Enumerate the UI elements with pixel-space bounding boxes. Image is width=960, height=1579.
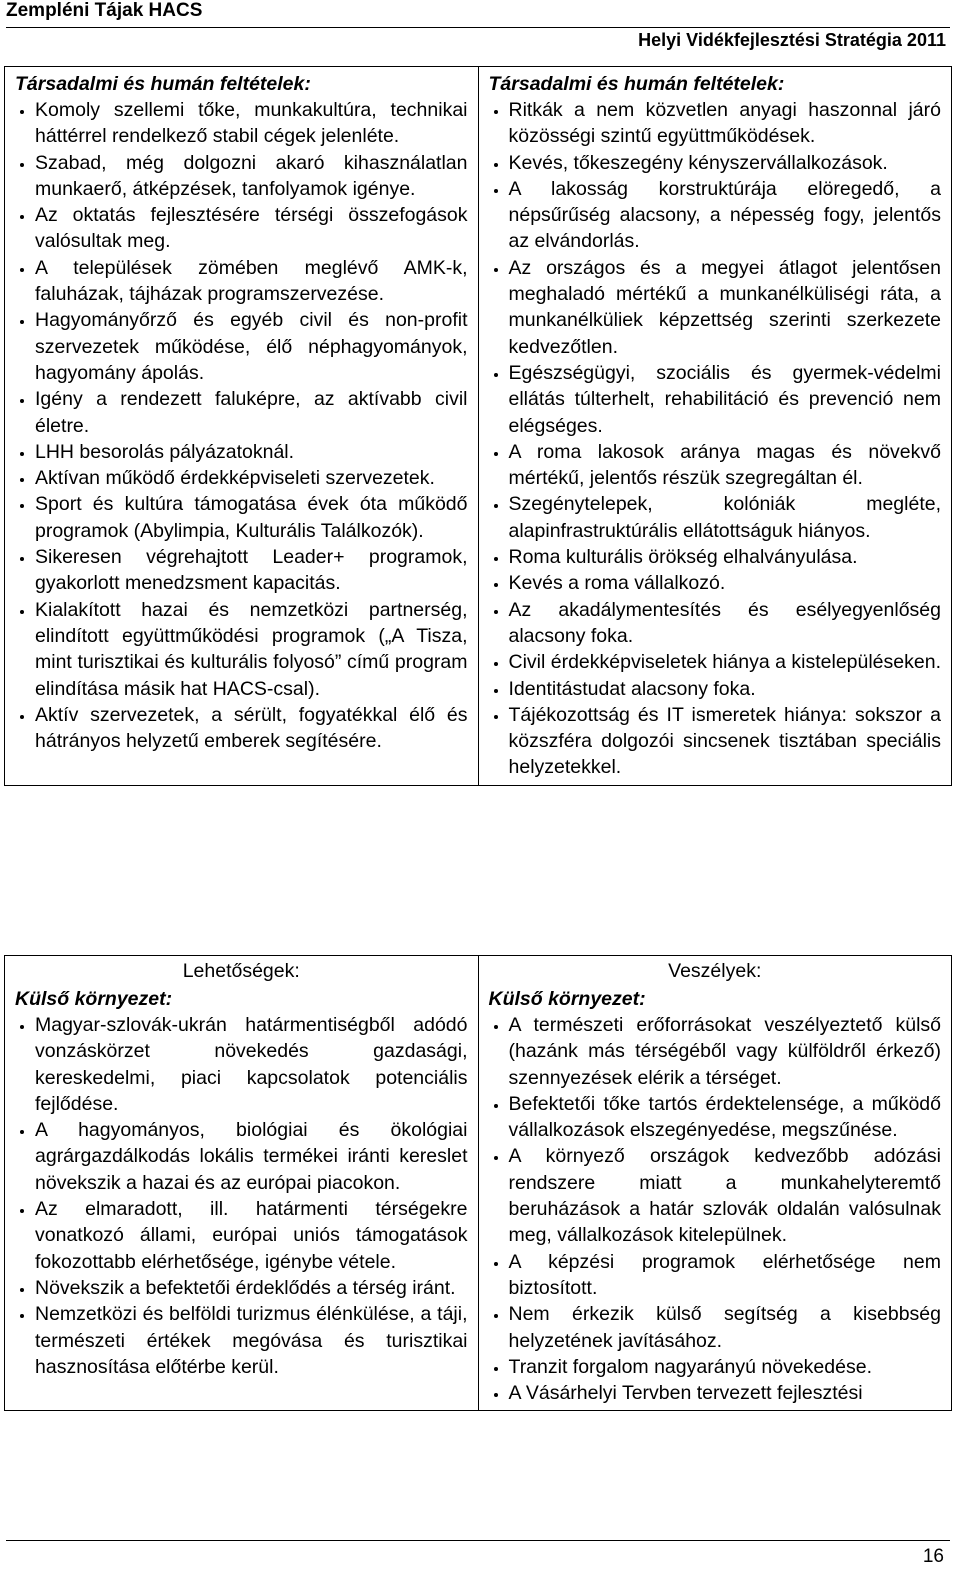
- weaknesses-list-item: • Identitástudat alacsony foka.: [509, 676, 942, 702]
- weaknesses-list-item: • Ritkák a nem közvetlen anyagi haszonnal járó közösségi szintű együttműködések.: [509, 97, 942, 150]
- opportunities-cell: [5, 956, 479, 1411]
- threats-list-item: • A természeti erőforrásokat veszélyeztető külső (hazánk más térségéből vagy külföldről érkező) szennyezések elérik a térséget.: [509, 1012, 942, 1091]
- opportunities-list-item: • Növekszik a befektetői érdeklődés a térség iránt.: [35, 1275, 468, 1301]
- weaknesses-list-item: • Szegénytelepek, kolóniák megléte, alapinfrastruktúrális ellátottságuk hiányos.: [509, 491, 942, 544]
- header-divider: [6, 27, 950, 28]
- strengths-list-item: • Sport és kultúra támogatása évek óta működő programok (Abylimpia, Kulturális Találkozók).: [35, 491, 468, 544]
- document-header-right: Helyi Vidékfejlesztési Stratégia 2011: [638, 30, 946, 50]
- threats-list-item: • A képzési programok elérhetősége nem biztosított.: [509, 1249, 942, 1302]
- strengths-list: [15, 97, 468, 754]
- footer-divider: [6, 1540, 950, 1541]
- swot-table-external: [4, 955, 952, 1411]
- weaknesses-list-item: • Tájékozottság és IT ismeretek hiánya: sokszor a közszféra dolgozói sincsenek tisztában speciális helyzetekkel.: [509, 702, 942, 781]
- strengths-list-item: • LHH besorolás pályázatoknál.: [35, 439, 468, 465]
- weaknesses-list-item: • Roma kulturális örökség elhalványulása.: [509, 544, 942, 570]
- strengths-list-item: • A települések zömében meglévő AMK-k, faluházak, tájházak programszervezése.: [35, 255, 468, 308]
- opportunities-heading: Lehetőségek:: [182, 960, 300, 982]
- strengths-list-item: • Igény a rendezett faluképre, az aktívabb civil életre.: [35, 386, 468, 439]
- threats-list-item: • A Vásárhelyi Tervben tervezett fejlesztési: [509, 1380, 942, 1406]
- weaknesses-list-item: • A lakosság korstruktúrája elöregedő, a népsűrűség alacsony, a népesség fogy, jelentős az elvándorlás.: [509, 176, 942, 255]
- threats-list-item: • Tranzit forgalom nagyarányú növekedése.: [509, 1354, 942, 1380]
- opportunities-list-item: • A hagyományos, biológiai és ökológiai agrárgazdálkodás lokális termékei iránti kereslet növekszik a hazai és az európai piacokon.: [35, 1117, 468, 1196]
- threats-list-item: • A környező országok kedvezőbb adózási rendszere miatt a munkahelyteremtő beruházások a határ szlovák oldalán valósulnak meg, vállalkozások kitelepülnek.: [509, 1143, 942, 1248]
- weaknesses-list-item: • Egészségügyi, szociális és gyermek-védelmi ellátás túlterhelt, rehabilitáció és prevenció nem elégséges.: [509, 360, 942, 439]
- strengths-list-item: • Aktívan működő érdekképviseleti szervezetek.: [35, 465, 468, 491]
- strengths-list-item: • Szabad, még dolgozni akaró kihasználatlan munkaerő, átképzések, tanfolyamok igénye.: [35, 150, 468, 203]
- weaknesses-list: [489, 97, 942, 781]
- page-number: 16: [922, 1546, 944, 1567]
- strengths-list-item: • Komoly szellemi tőke, munkakultúra, technikai háttérrel rendelkező stabil cégek jelenléte.: [35, 97, 468, 150]
- strengths-list-item: • Kialakított hazai és nemzetközi partnerség, elindított együttműködési programok („A Tisza, mint turisztikai és kulturális folyosó” című program elindítása másik hat HACS-csal).: [35, 597, 468, 702]
- swot-table-internal: [4, 66, 952, 786]
- document-header-left: Zempléni Tájak HACS: [6, 0, 203, 21]
- opportunities-list-item: • Az elmaradott, ill. határmenti térségekre vonatkozó állami, európai uniós támogatások fokozottabb elérhetősége, igénybe vétele.: [35, 1196, 468, 1275]
- strengths-list-item: • Aktív szervezetek, a sérült, fogyatékkal élő és hátrányos helyzetű emberek segítésére.: [35, 702, 468, 755]
- weaknesses-list-item: • A roma lakosok aránya magas és növekvő mértékű, jelentős részük szegregáltan él.: [509, 439, 942, 492]
- threats-cell: [478, 956, 952, 1411]
- strengths-section-title: Társadalmi és humán feltételek:: [15, 73, 311, 95]
- strengths-list-item: • Hagyományőrző és egyéb civil és non-profit szervezetek működése, élő néphagyományok, hagyomány ápolás.: [35, 307, 468, 386]
- strengths-cell: [5, 67, 479, 786]
- opportunities-list-item: • Nemzetközi és belföldi turizmus élénkülése, a táji, természeti értékek megóvása és turisztikai hasznosítása előtérbe kerül.: [35, 1301, 468, 1380]
- strengths-list-item: • Sikeresen végrehajtott Leader+ programok, gyakorlott menedzsment kapacitás.: [35, 544, 468, 597]
- weaknesses-list-item: • Az akadálymentesítés és esélyegyenlőség alacsony foka.: [509, 597, 942, 650]
- threats-heading: Veszélyek:: [668, 960, 762, 982]
- opportunities-list-item: • Magyar-szlovák-ukrán határmentiségből adódó vonzáskörzet növekedés gazdasági, kereskedelmi, piaci kapcsolatok potenciális fejlődése.: [35, 1012, 468, 1117]
- weaknesses-list-item: • Az országos és a megyei átlagot jelentősen meghaladó mértékű a munkanélküliségi ráta, a munkanélküliek képzettség szerinti szerkezete kedvezőtlen.: [509, 255, 942, 360]
- weaknesses-cell: [478, 67, 952, 786]
- threats-list: [489, 1012, 942, 1406]
- weaknesses-list-item: • Civil érdekképviseletek hiánya a kistelepüléseken.: [509, 649, 942, 675]
- opportunities-list: [15, 1012, 468, 1380]
- threats-section-title: Külső környezet:: [488, 988, 646, 1010]
- weaknesses-list-item: • Kevés, tőkeszegény kényszervállalkozások.: [509, 150, 942, 176]
- strengths-list-item: • Az oktatás fejlesztésére térségi összefogások valósultak meg.: [35, 202, 468, 255]
- opportunities-section-title: Külső környezet:: [15, 988, 173, 1010]
- threats-list-item: • Nem érkezik külső segítség a kisebbség helyzetének javításához.: [509, 1301, 942, 1354]
- weaknesses-section-title: Társadalmi és humán feltételek:: [488, 73, 785, 95]
- threats-list-item: • Befektetői tőke tartós érdektelensége, a működő vállalkozások elszegényedése, megszűnése.: [509, 1091, 942, 1144]
- weaknesses-list-item: • Kevés a roma vállalkozó.: [509, 570, 942, 596]
